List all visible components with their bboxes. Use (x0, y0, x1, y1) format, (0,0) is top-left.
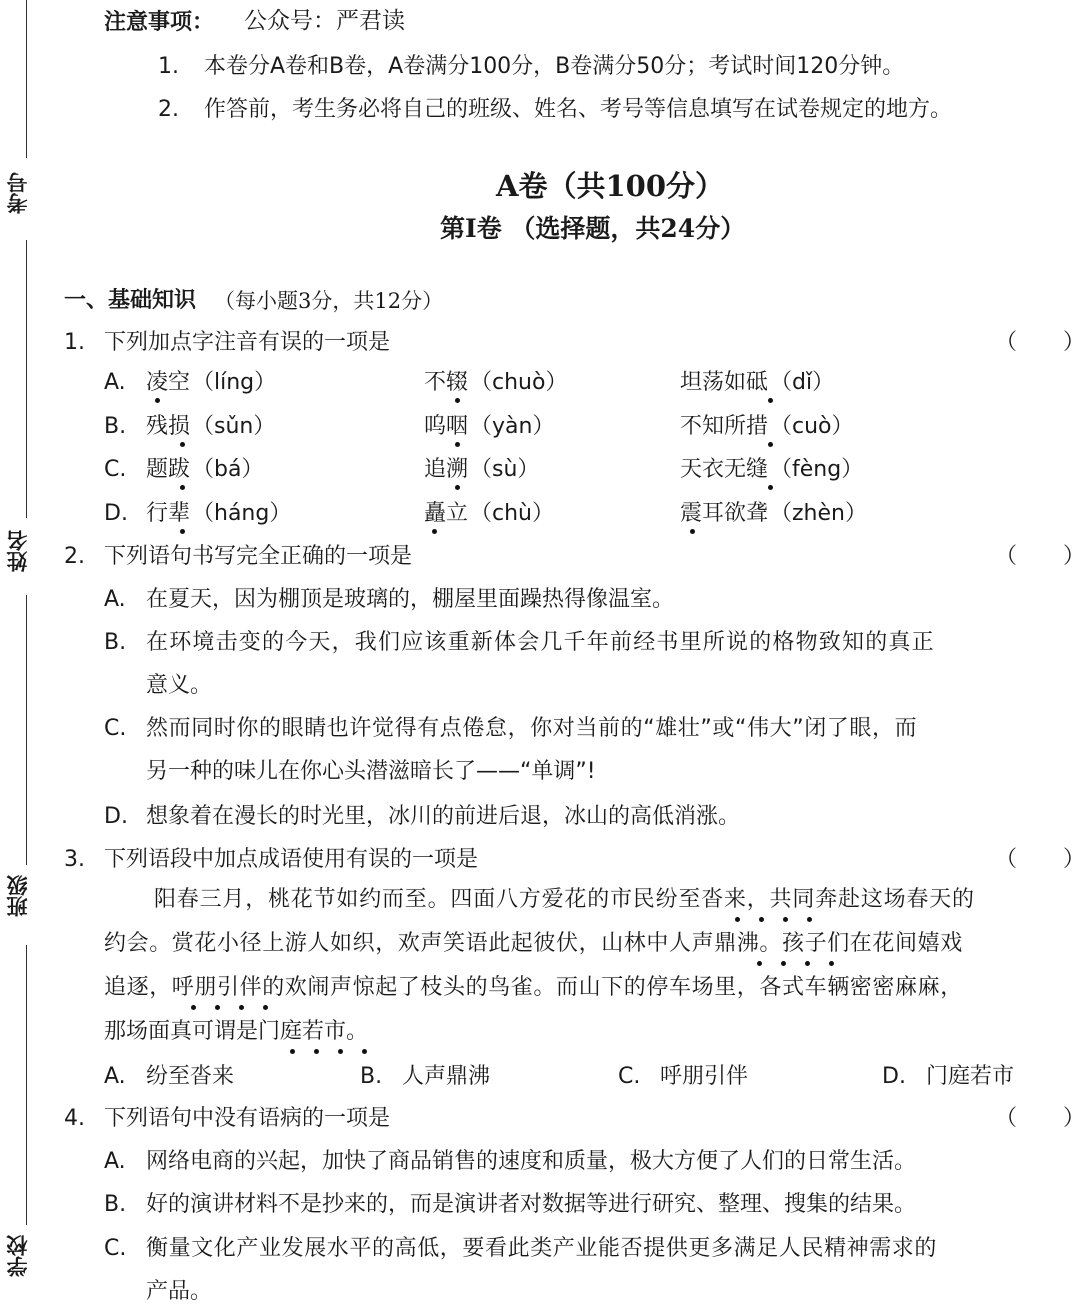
q2-option-a-text: 在夏天，因为棚顶是玻璃的，棚屋里面躁热得像温室。 (146, 587, 675, 612)
q1-option-d-word2: 矗立 (424, 501, 469, 526)
q3-passage-line-3: 追逐，呼朋引伴的欢闹声惊起了枝头的鸟雀。而山下的停车场里，各式车辆密密麻麻， (104, 975, 963, 1000)
q1-option-d-pinyin2: （chù） (470, 501, 554, 526)
q3-option-d-text: 门庭若市 (926, 1064, 1015, 1089)
q2-option-c-text: 然而同时你的眼睛也许觉得有点倦怠，你对当前的“雄壮”或“伟大”闭了眼，而 (146, 716, 918, 741)
q4-number: 4. (64, 1106, 85, 1131)
paper-title: A卷（共100分） (496, 169, 725, 203)
notice-item-2-text: 作答前，考生务必将自己的班级、姓名、考号等信息填写在试卷规定的地方。 (204, 97, 953, 122)
q1-option-a-pinyin2: （chuò） (470, 370, 568, 395)
q1-option-a-pinyin3: （dǐ） (770, 370, 835, 395)
q1-option-b-pinyin1: （sǔn） (192, 414, 276, 439)
q1-option-d-pinyin3: （zhèn） (770, 501, 867, 526)
q4-option-c-label: C. (104, 1236, 127, 1261)
q3-option-c-label: C. (618, 1064, 641, 1089)
q3-option-b-label: B. (360, 1064, 383, 1089)
margin-line-3 (26, 595, 27, 865)
q1-option-c-pinyin3: （fèng） (770, 457, 864, 482)
q2-stem: 下列语句书写完全正确的一项是 (104, 544, 413, 569)
notice-heading: 注意事项： (104, 10, 215, 35)
q2-answer-blank[interactable]: （ ） (995, 544, 1085, 569)
q1-option-b-label: B. (104, 414, 127, 439)
q1-option-c-word2: 追溯 (424, 457, 469, 482)
q2-number: 2. (64, 544, 85, 569)
q2-option-c-label: C. (104, 716, 127, 741)
q1-option-d-pinyin1: （háng） (192, 501, 292, 526)
q1-option-c-word1: 题跋 (146, 457, 191, 482)
q1-option-a-pinyin1: （líng） (192, 370, 277, 395)
q1-option-a-label: A. (104, 370, 126, 395)
q3-option-c-text: 呼朋引伴 (660, 1064, 749, 1089)
q4-option-b-text: 好的演讲材料不是抄来的，而是演讲者对数据等进行研究、整理、搜集的结果。 (146, 1192, 917, 1217)
q1-option-d-word1: 行辈 (146, 501, 191, 526)
notice-item-2-num: 2. (158, 97, 179, 122)
paper-subtitle: 第Ⅰ卷 （选择题，共24分） (440, 214, 746, 243)
notice-item-1-num: 1. (158, 54, 179, 79)
q1-option-a-word2: 不辍 (424, 370, 469, 395)
q3-option-b-text: 人声鼎沸 (402, 1064, 491, 1089)
section-heading: 一、基础知识 (64, 288, 197, 313)
q1-option-b-pinyin2: （yàn） (470, 414, 555, 439)
q2-option-b-text: 在环境击变的今天，我们应该重新体会几千年前经书里所说的格物致知的真正 (146, 630, 935, 655)
q1-stem: 下列加点字注音有误的一项是 (104, 330, 391, 355)
q2-option-c-text-cont: 另一种的味儿在你心头潜滋暗长了——“单调”! (146, 759, 596, 784)
q3-answer-blank[interactable]: （ ） (995, 847, 1085, 872)
q4-option-a-label: A. (104, 1149, 126, 1174)
q1-answer-blank[interactable]: （ ） (995, 330, 1085, 355)
q2-option-b-label: B. (104, 630, 127, 655)
q1-option-b-word2: 呜咽 (424, 414, 469, 439)
section-note: （每小题3分，共12分） (214, 289, 444, 313)
q1-option-c-word3: 天衣无缝 (680, 457, 769, 482)
q3-passage-line-2: 约会。赏花小径上游人如织，欢声笑语此起彼伏，山林中人声鼎沸。孩子们在花间嬉戏 (104, 931, 963, 956)
q1-option-c-pinyin2: （sù） (470, 457, 540, 482)
q4-option-a-text: 网络电商的兴起，加快了商品销售的速度和质量，极大方便了人们的日常生活。 (146, 1149, 917, 1174)
q4-option-b-label: B. (104, 1192, 127, 1217)
q1-option-a-word3: 坦荡如砥 (680, 370, 769, 395)
margin-line-2 (26, 240, 27, 518)
q1-option-b-word1: 残损 (146, 414, 191, 439)
notice-item-1-text: 本卷分A卷和B卷，A卷满分100分，B卷满分50分；考试时间120分钟。 (204, 54, 905, 79)
q1-option-b-word3: 不知所措 (680, 414, 769, 439)
q1-option-a-word1: 凌空 (146, 370, 191, 395)
q2-option-b-text-cont: 意义。 (146, 673, 213, 698)
q3-option-a-text: 纷至沓来 (146, 1064, 235, 1089)
margin-label-name: 姓名 (6, 530, 30, 572)
q3-option-d-label: D. (882, 1064, 906, 1089)
q3-passage-line-1: 阳春三月，桃花节如约而至。四面八方爱花的市民纷至沓来，共同奔赴这场春天的 (154, 887, 975, 912)
q3-passage-line-4: 那场面真可谓是门庭若市。 (104, 1019, 369, 1044)
margin-label-class: 班级 (6, 875, 30, 917)
q1-option-d-word3: 震耳欲聋 (680, 501, 769, 526)
margin-line-1 (26, 0, 27, 158)
q4-option-c-text-cont: 产品。 (146, 1279, 213, 1304)
q3-number: 3. (64, 847, 85, 872)
q1-option-c-pinyin1: （bá） (192, 457, 264, 482)
q1-option-b-pinyin3: （cuò） (770, 414, 854, 439)
q4-answer-blank[interactable]: （ ） (995, 1106, 1085, 1131)
q4-stem: 下列语句中没有语病的一项是 (104, 1106, 391, 1131)
q4-option-c-text: 衡量文化产业发展水平的高低，要看此类产业能否提供更多满足人民精神需求的 (146, 1236, 938, 1261)
q2-option-a-label: A. (104, 587, 126, 612)
q3-stem: 下列语段中加点成语使用有误的一项是 (104, 847, 479, 872)
q2-option-d-text: 想象着在漫长的时光里，冰川的前进后退，冰山的高低消涨。 (146, 804, 741, 829)
q1-option-c-label: C. (104, 457, 127, 482)
margin-line-4 (26, 945, 27, 1225)
q3-option-a-label: A. (104, 1064, 126, 1089)
margin-label-school: 学校 (6, 1235, 30, 1277)
q2-option-d-label: D. (104, 804, 128, 829)
q1-number: 1. (64, 330, 85, 355)
notice-source: 公众号：严君读 (244, 8, 405, 34)
margin-label-exam-number: 考号 (6, 172, 30, 214)
q1-option-d-label: D. (104, 501, 128, 526)
